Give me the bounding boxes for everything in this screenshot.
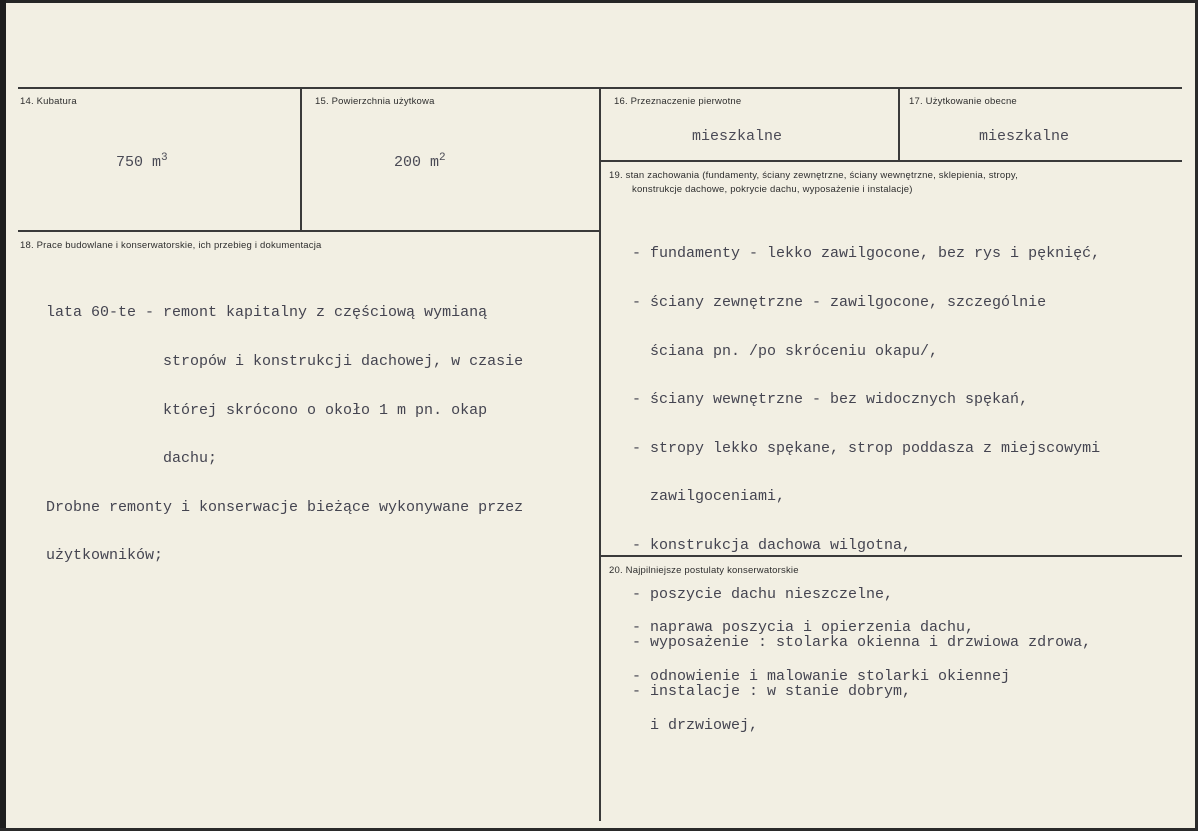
field-14-label: 14. Kubatura <box>20 96 77 107</box>
field-19-line: - poszycie dachu nieszczelne, <box>632 585 894 603</box>
field-17-label: 17. Użytkowanie obecne <box>909 96 1017 107</box>
field-18-line: lata 60-te - remont kapitalny z częściową wymianą <box>46 304 488 322</box>
field-18-line: stropów i konstrukcji dachowej, w czasie <box>46 353 524 371</box>
field-20-line: i drzwiowej, <box>632 716 759 734</box>
field-18-line: użytkowników; <box>46 547 164 565</box>
field-20-line: - odnowienie i malowanie stolarki okiennej <box>632 668 1011 686</box>
field-19-line: - ściany wewnętrzne - bez widocznych spękań, <box>632 391 1029 409</box>
field-18-line: Drobne remonty i konserwacje bieżące wykonywane przez <box>46 498 524 516</box>
scan-edge-left <box>0 0 6 831</box>
field-19-line: - stropy lekko spękane, strop poddasza z miejscowymi <box>632 439 1101 457</box>
field-18-text <box>46 273 523 597</box>
field-20-line: - naprawa poszycia i opierzenia dachu, <box>632 619 975 637</box>
field-17-value: mieszkalne <box>979 128 1070 145</box>
scan-edge-top <box>0 0 1198 3</box>
field-19-line: - fundamenty - lekko zawilgocone, bez rys i pęknięć, <box>632 245 1101 263</box>
field-19-label-line2: konstrukcje dachowe, pokrycie dachu, wyposażenie i instalacje) <box>632 184 913 195</box>
field-19-label-line1: 19. stan zachowania (fundamenty, ściany zewnętrzne, ściany wewnętrzne, sklepienia, stropy, <box>609 170 1018 181</box>
field-19-line: zawilgoceniami, <box>632 488 786 506</box>
field-18-line: której skrócono o około 1 m pn. okap <box>46 401 488 419</box>
center-divider <box>599 89 601 821</box>
field-20-label: 20. Najpilniejsze postulaty konserwatorskie <box>609 565 799 576</box>
field-16-label: 16. Przeznaczenie pierwotne <box>614 96 742 107</box>
field-19-line: - konstrukcja dachowa wilgotna, <box>632 537 912 555</box>
rule-below-16-17 <box>600 160 1182 162</box>
field-19-line: ściana pn. /po skróceniu okapu/, <box>632 342 939 360</box>
field-15-label: 15. Powierzchnia użytkowa <box>315 96 435 107</box>
field-16-value: mieszkalne <box>692 128 783 145</box>
field-19-line: - instalacje : w stanie dobrym, <box>632 682 912 700</box>
field-20-text <box>632 588 1010 766</box>
field-19-line: - ściany zewnętrzne - zawilgocone, szczególnie <box>632 294 1047 312</box>
field-14-value: 750 $m^3$ <box>116 152 168 171</box>
field-15-value: 200 $m^2$ <box>394 152 446 171</box>
divider-16-17 <box>898 89 900 161</box>
rule-below-14-15 <box>18 230 600 232</box>
field-18-line: dachu; <box>46 450 218 468</box>
field-19-line: - wyposażenie : stolarka okienna i drzwiowa zdrowa, <box>632 634 1092 652</box>
divider-14-15 <box>300 89 302 231</box>
field-18-label: 18. Prace budowlane i konserwatorskie, ich przebieg i dokumentacja <box>20 240 322 251</box>
